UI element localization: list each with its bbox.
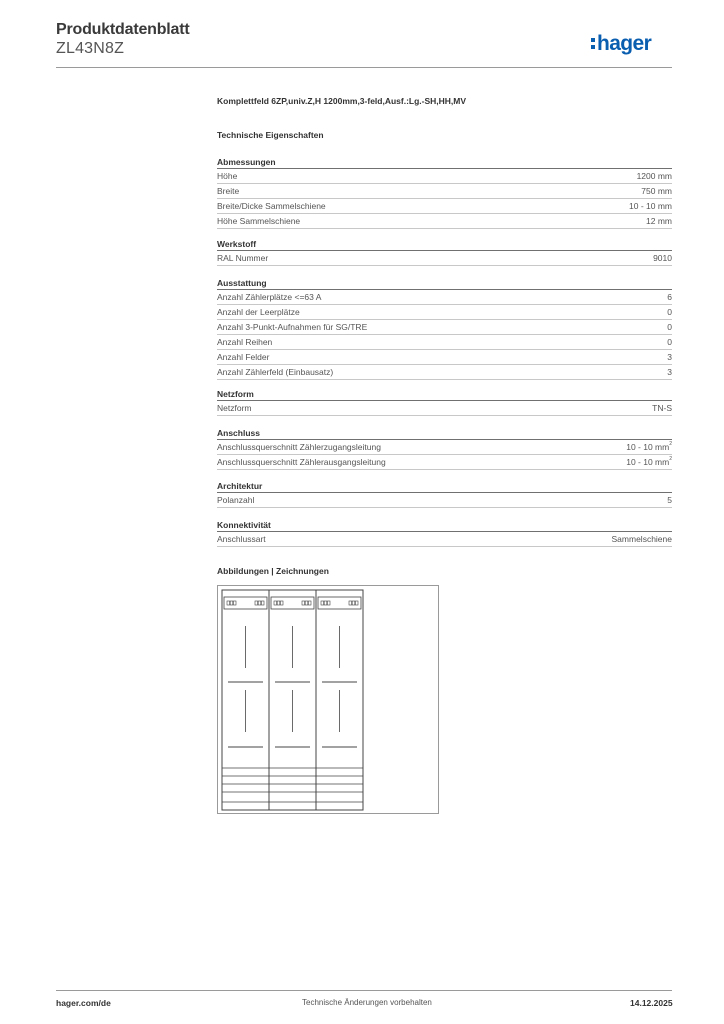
property-row	[217, 335, 672, 350]
property-row	[217, 251, 672, 266]
property-value: TN-S	[652, 403, 672, 413]
property-value: 5	[667, 495, 672, 505]
hager-logo	[590, 29, 674, 57]
property-row	[217, 440, 672, 455]
terminal-block	[321, 601, 324, 605]
property-label: Höhe	[217, 171, 238, 181]
property-value: 0	[667, 322, 672, 332]
property-row	[217, 169, 672, 184]
terminal-block	[324, 601, 327, 605]
property-row	[217, 214, 672, 229]
footer-note: Technische Änderungen vorbehalten	[302, 998, 432, 1007]
figures-heading: Abbildungen | Zeichnungen	[217, 566, 329, 576]
page-title: Produktdatenblatt	[56, 21, 190, 38]
property-row	[217, 365, 672, 380]
terminal-block	[352, 601, 355, 605]
group-title: Ausstattung	[217, 277, 672, 290]
property-label: Breite/Dicke Sammelschiene	[217, 201, 326, 211]
terminal-block	[277, 601, 280, 605]
terminal-block	[258, 601, 261, 605]
value-text: 10 - 10 mm	[626, 442, 670, 452]
group-title: Architektur	[217, 480, 672, 493]
unit-exponent: 2	[669, 441, 672, 447]
terminal-block	[349, 601, 352, 605]
property-label: Anschlussquerschnitt Zählerausgangsleitung	[217, 457, 386, 467]
property-label: Anzahl Zählerfeld (Einbausatz)	[217, 367, 334, 377]
value-text: 10 - 10 mm	[626, 457, 670, 467]
property-label: Anzahl der Leerplätze	[217, 307, 300, 317]
property-label: Anzahl Zählerplätze <=63 A	[217, 292, 322, 302]
property-label: Breite	[217, 186, 240, 196]
property-value: 9010	[653, 253, 672, 263]
terminal-block	[274, 601, 277, 605]
drawing-frame	[217, 585, 439, 814]
unit-exponent: 2	[669, 456, 672, 462]
property-row	[217, 350, 672, 365]
property-row	[217, 401, 672, 416]
terminal-block	[327, 601, 330, 605]
property-value: 750 mm	[641, 186, 672, 196]
terminal-block	[261, 601, 264, 605]
property-row	[217, 493, 672, 508]
property-value: 3	[667, 367, 672, 377]
group-title: Netzform	[217, 388, 672, 401]
property-value	[626, 455, 672, 469]
property-row	[217, 290, 672, 305]
technical-drawing	[218, 586, 438, 813]
property-value: Sammelschiene	[611, 534, 672, 544]
terminal-block	[230, 601, 233, 605]
group-title: Anschluss	[217, 427, 672, 440]
footer-divider	[56, 990, 672, 991]
property-label: Polanzahl	[217, 495, 255, 505]
group-abmessungen	[217, 156, 672, 229]
property-label: Netzform	[217, 403, 252, 413]
product-description: Komplettfeld 6ZP,univ.Z,H 1200mm,3-feld,Ausf.:Lg.-SH,HH,MV	[217, 96, 467, 106]
terminal-block	[355, 601, 358, 605]
terminal-block	[233, 601, 236, 605]
property-row	[217, 184, 672, 199]
terminal-block	[308, 601, 311, 605]
group-netzform	[217, 388, 672, 416]
property-label: Höhe Sammelschiene	[217, 216, 301, 226]
group-title: Konnektivität	[217, 519, 672, 532]
property-label: RAL Nummer	[217, 253, 269, 263]
property-label: Anschlussquerschnitt Zählerzugangsleitung	[217, 442, 381, 452]
header-divider	[56, 67, 672, 68]
group-ausstattung	[217, 277, 672, 380]
terminal-block	[305, 601, 308, 605]
terminal-block	[227, 601, 230, 605]
terminal-block	[302, 601, 305, 605]
terminal-block	[255, 601, 258, 605]
property-value: 0	[667, 307, 672, 317]
product-code: ZL43N8Z	[56, 40, 125, 57]
property-row	[217, 455, 672, 470]
property-value	[626, 440, 672, 454]
property-value: 10 - 10 mm	[629, 201, 672, 211]
group-title: Werkstoff	[217, 238, 672, 251]
terminal-block	[280, 601, 283, 605]
property-label: Anzahl 3-Punkt-Aufnahmen für SG/TRE	[217, 322, 368, 332]
property-label: Anzahl Felder	[217, 352, 270, 362]
property-label: Anzahl Reihen	[217, 337, 273, 347]
footer-url: hager.com/de	[56, 998, 111, 1008]
property-value: 3	[667, 352, 672, 362]
property-row	[217, 305, 672, 320]
property-row	[217, 320, 672, 335]
property-value: 12 mm	[646, 216, 672, 226]
group-title: Abmessungen	[217, 156, 672, 169]
group-werkstoff	[217, 238, 672, 266]
group-architektur	[217, 480, 672, 508]
footer-date: 14.12.2025	[630, 998, 673, 1008]
property-label: Anschlussart	[217, 534, 266, 544]
group-konnektivitaet	[217, 519, 672, 547]
property-row	[217, 532, 672, 547]
property-row	[217, 199, 672, 214]
logo-text: hager	[597, 32, 652, 55]
property-value: 6	[667, 292, 672, 302]
technical-properties-heading: Technische Eigenschaften	[217, 130, 324, 140]
property-value: 1200 mm	[636, 171, 672, 181]
group-anschluss	[217, 427, 672, 470]
property-value: 0	[667, 337, 672, 347]
